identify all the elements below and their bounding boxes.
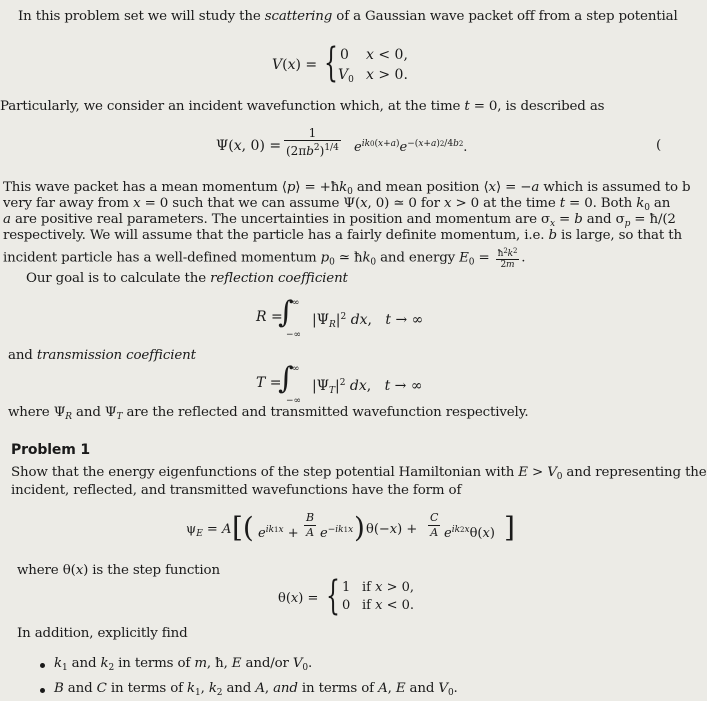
para2-line-5: incident particle has a well-defined momentum $p_0$ ≃ $ħk_0$ and energy $E_0$ = $\frac{ħ^2k^2}{2m}$ . xyxy=(3,247,526,270)
addition-line: In addition, explicitly find xyxy=(17,626,188,641)
potential-equation: V(x) = { 0 x < 0, $V_0$ x > 0. xyxy=(272,40,408,86)
theta-equation: θ(x) = { 1 if x > 0, 0 if x < 0. xyxy=(278,573,415,619)
para2-line-4: respectively. We will assume that the particle has a fairly definite momentum, i.e. b is large, so that th xyxy=(3,228,682,243)
para2-line-1: This wave packet has a mean momentum ⟨p⟩ = $+ħk_0$ and mean position ⟨x⟩ = −a which is assumed to b xyxy=(3,180,691,197)
transmission-intro: and transmission coefficient xyxy=(8,348,196,363)
para2-line-3: a are positive real parameters. The uncertainties in position and momentum are $\sigma_x = b$ and $\sigma_p$ = ħ/(2 xyxy=(3,212,676,229)
problem-line-1: Show that the energy eigenfunctions of the step potential Hamiltonian with $E > V_0$ and representing the xyxy=(11,465,707,482)
para2-line-6: Our goal is to calculate the reflection coefficient xyxy=(26,271,348,286)
problem-line-2: incident, reflected, and transmitted wavefunctions have the form of xyxy=(11,483,462,498)
where-line: where $\Psi_R$ and $\Psi_T$ are the reflected and transmitted wavefunction respectively. xyxy=(8,405,529,422)
intro-line-1: In this problem set we will study the scattering of a Gaussian wave packet off from a step potential xyxy=(18,9,678,24)
bullet-2: B and C in terms of $k_1$, $k_2$ and A, and in terms of A, E and $V_0$. xyxy=(54,681,458,698)
bullet-1-marker xyxy=(40,663,45,668)
bullet-1: $k_1$ and $k_2$ in terms of m, ħ, E and/or $V_0$. xyxy=(54,656,313,673)
eigenfunction-equation: $\psi_E = A$ [( $e^{ik1x}$ + $\frac{B}{A}$ $e^{-ik1x}$ ) θ(−x) + $\frac{C}{A}$ $e^{ik2x}\theta(x)$ ] xyxy=(186,511,515,544)
wavefunction-equation: Ψ(x, 0) = $\frac{1}{(2\pi b^2)^{1/4}}$ $e^{ik0(x+a)}e^{-(x+a)2/4b2}$. xyxy=(216,126,468,158)
reflection-equation: R = ∫ ∞ −∞ $|\Psi_R|^2$ dx, t → ∞ xyxy=(256,295,424,340)
problem-title: Problem 1 xyxy=(11,442,90,458)
theta-intro: where θ(x) is the step function xyxy=(17,563,220,578)
equation-label-fragment: ( xyxy=(656,138,662,153)
para2-line-2: very far away from x = 0 such that we can assume Ψ(x, 0) ≃ 0 for x > 0 at the time t = 0. Both $k_0$ an xyxy=(3,196,671,213)
bullet-2-marker xyxy=(40,688,45,693)
transmission-equation: T = ∫ ∞ −∞ $|\Psi_T|^2$ dx, t → ∞ xyxy=(256,361,423,406)
intro-line-2: Particularly, we consider an incident wavefunction which, at the time t = 0, is described as xyxy=(0,99,605,114)
